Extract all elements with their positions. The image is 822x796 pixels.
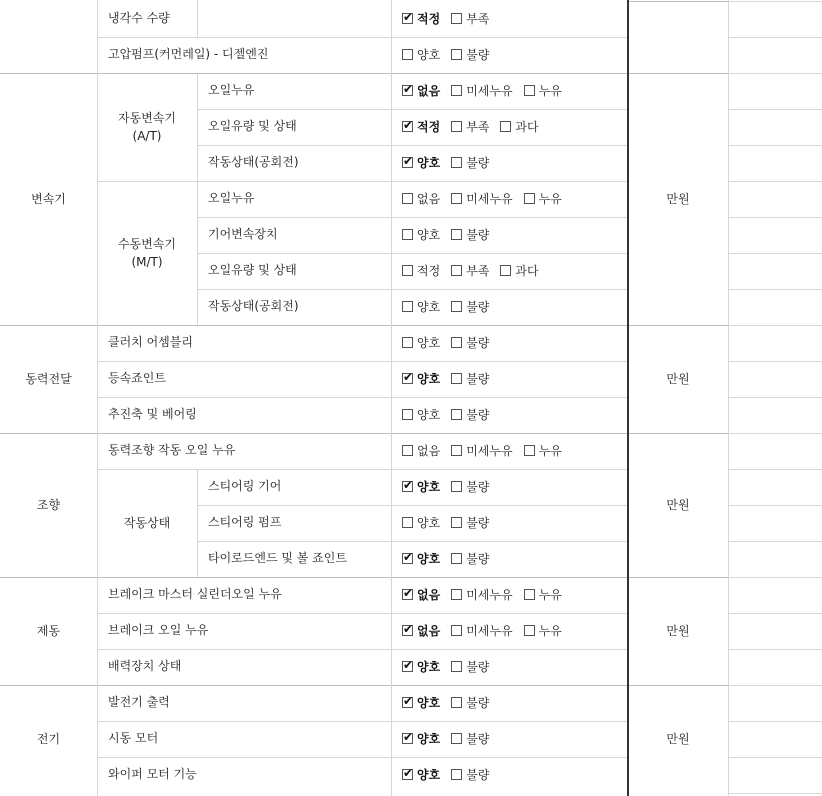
checkbox-option[interactable] [402, 478, 440, 495]
row-divider [728, 757, 822, 758]
checkbox-option[interactable] [402, 406, 440, 423]
option-group [402, 694, 500, 710]
item-label: 고압펌프(커먼레일) - 디젤엔진 [108, 47, 269, 61]
option-group [402, 730, 500, 746]
checkbox[interactable] [402, 301, 413, 312]
checkbox[interactable] [402, 49, 413, 60]
row-divider [728, 577, 822, 578]
checkbox[interactable] [451, 337, 462, 348]
checkbox-label: 미세누유 [466, 623, 513, 638]
checkbox-label: 없음 [417, 623, 441, 638]
row-divider [728, 1, 822, 2]
row-divider [728, 145, 822, 146]
checkbox-label: 불량 [466, 515, 490, 530]
row-divider [728, 253, 822, 254]
checkbox[interactable] [451, 481, 462, 492]
section-price: 만원 [666, 732, 690, 746]
row-divider [0, 577, 628, 578]
checkbox-label: 부족 [466, 11, 490, 26]
checkbox[interactable] [451, 409, 462, 420]
checkbox-label: 적정 [417, 119, 441, 134]
checkbox[interactable] [524, 85, 535, 96]
checkbox-label: 미세누유 [466, 587, 513, 602]
checkbox-checked[interactable] [402, 85, 413, 96]
item-label: 동력조향 작동 오일 누유 [108, 443, 236, 457]
item-label: 작동상태(공회전) [208, 155, 299, 169]
checkbox-label: 양호 [417, 155, 441, 170]
checkbox-label: 양호 [417, 659, 441, 674]
checkbox-checked[interactable] [402, 769, 413, 780]
option-group [402, 46, 500, 62]
checkbox-checked[interactable] [402, 697, 413, 708]
checkbox-label: 미세누유 [466, 83, 513, 98]
checkbox[interactable] [451, 517, 462, 528]
checkbox-option[interactable] [451, 334, 489, 351]
option-group [402, 226, 500, 242]
option-group [402, 478, 500, 494]
item-label: 타이로드엔드 및 볼 죠인트 [208, 551, 347, 565]
row-divider [728, 469, 822, 470]
checkbox[interactable] [451, 553, 462, 564]
row-divider [198, 505, 628, 506]
section-divider [628, 577, 728, 578]
group-divider [197, 0, 198, 37]
checkbox-label: 부족 [466, 263, 490, 278]
checkbox[interactable] [524, 589, 535, 600]
checkbox-label: 불량 [466, 47, 490, 62]
checkbox-checked[interactable] [402, 157, 413, 168]
item-label: 오일누유 [208, 191, 255, 205]
row-divider [97, 721, 628, 722]
row-divider [97, 757, 628, 758]
checkbox-option[interactable] [402, 658, 440, 675]
option-group [402, 406, 500, 422]
item-label: 냉각수 수량 [108, 11, 170, 25]
row-divider [198, 145, 628, 146]
checkbox[interactable] [451, 301, 462, 312]
checkbox-option[interactable] [402, 370, 440, 387]
row-divider [97, 469, 628, 470]
checkbox-option[interactable] [451, 766, 489, 783]
checkbox[interactable] [451, 85, 462, 96]
option-group [402, 586, 573, 602]
checkbox-option[interactable] [451, 694, 489, 711]
section-divider [628, 685, 728, 686]
row-divider [728, 109, 822, 110]
checkbox-label: 양호 [417, 515, 441, 530]
row-divider [198, 253, 628, 254]
checkbox-option[interactable] [500, 262, 538, 279]
row-divider [728, 433, 822, 434]
checkbox-label: 미세누유 [466, 191, 513, 206]
section-divider [628, 73, 728, 74]
checkbox-checked[interactable] [402, 553, 413, 564]
column-divider [728, 0, 729, 796]
group-divider [197, 73, 198, 181]
checkbox-label: 불량 [466, 551, 490, 566]
row-divider [198, 541, 628, 542]
group-label: 자동변속기 [118, 111, 176, 125]
group-label: 작동상태 [123, 516, 171, 530]
checkbox[interactable] [451, 373, 462, 384]
checkbox-option[interactable] [451, 586, 512, 603]
checkbox-option[interactable] [451, 82, 512, 99]
checkbox-option[interactable] [451, 658, 489, 675]
checkbox-option[interactable] [451, 550, 489, 567]
checkbox-label: 누유 [538, 83, 562, 98]
row-divider [728, 73, 822, 74]
checkbox-option[interactable] [451, 262, 489, 279]
checkbox-option[interactable] [402, 190, 440, 207]
option-group [402, 622, 573, 638]
row-divider [728, 685, 822, 686]
checkbox-checked[interactable] [402, 121, 413, 132]
checkbox-label: 불량 [466, 479, 490, 494]
row-divider [728, 325, 822, 326]
checkbox[interactable] [451, 661, 462, 672]
checkbox-option[interactable] [451, 730, 489, 747]
checkbox-label: 양호 [417, 227, 441, 242]
option-group [402, 154, 500, 170]
checkbox-label: 누유 [538, 191, 562, 206]
row-divider [97, 361, 628, 362]
checkbox-option[interactable] [402, 442, 440, 459]
checkbox[interactable] [402, 193, 413, 204]
section-price: 만원 [666, 372, 690, 386]
item-label: 오일유량 및 상태 [208, 119, 297, 133]
option-group [402, 766, 500, 782]
section-divider [628, 1, 728, 2]
checkbox[interactable] [402, 517, 413, 528]
checkbox-option[interactable] [524, 190, 562, 207]
item-label: 등속죠인트 [108, 371, 166, 385]
item-label: 클러치 어셈블리 [108, 335, 193, 349]
checkbox[interactable] [451, 733, 462, 744]
checkbox-label: 불량 [466, 227, 490, 242]
item-label: 브레이크 마스터 실린더오일 누유 [108, 587, 282, 601]
checkbox-option[interactable] [402, 694, 440, 711]
checkbox-label: 적정 [417, 263, 441, 278]
checkbox[interactable] [451, 589, 462, 600]
row-divider [728, 37, 822, 38]
checkbox[interactable] [451, 49, 462, 60]
checkbox-option[interactable] [451, 622, 512, 639]
checkbox-checked[interactable] [402, 733, 413, 744]
checkbox-label: 없음 [417, 191, 441, 206]
checkbox[interactable] [451, 157, 462, 168]
group-divider [197, 469, 198, 577]
row-divider [728, 361, 822, 362]
row-divider [198, 109, 628, 110]
row-divider [97, 649, 628, 650]
item-label: 배력장치 상태 [108, 659, 182, 673]
section-divider [628, 325, 728, 326]
checkbox-label: 양호 [417, 695, 441, 710]
checkbox-option[interactable] [402, 586, 440, 603]
checkbox-option[interactable] [524, 82, 562, 99]
checkbox-checked[interactable] [402, 13, 413, 24]
checkbox[interactable] [402, 445, 413, 456]
option-group [402, 190, 573, 206]
checkbox-option[interactable] [402, 46, 440, 63]
checkbox-label: 불량 [466, 299, 490, 314]
row-divider [97, 181, 628, 182]
row-divider [728, 649, 822, 650]
checkbox-option[interactable] [402, 622, 440, 639]
checkbox-label: 과다 [515, 119, 539, 134]
checkbox-label: 없음 [417, 83, 441, 98]
checkbox-label: 없음 [417, 443, 441, 458]
checkbox-label: 불량 [466, 407, 490, 422]
option-group [402, 550, 500, 566]
row-divider [728, 397, 822, 398]
section-label: 동력전달 [25, 372, 72, 386]
checkbox-label: 양호 [417, 731, 441, 746]
checkbox[interactable] [402, 337, 413, 348]
checkbox-option[interactable] [524, 622, 562, 639]
checkbox-label: 불량 [466, 659, 490, 674]
checkbox-checked[interactable] [402, 661, 413, 672]
section-label: 제동 [36, 624, 61, 638]
row-divider [97, 613, 628, 614]
row-divider [728, 181, 822, 182]
checkbox-label: 불량 [466, 731, 490, 746]
checkbox-option[interactable] [402, 226, 440, 243]
group-label: 수동변속기 [118, 237, 176, 251]
checkbox[interactable] [524, 445, 535, 456]
group-divider [197, 181, 198, 325]
checkbox-option[interactable] [402, 730, 440, 747]
checkbox-option[interactable] [451, 226, 489, 243]
checkbox-option[interactable] [402, 334, 440, 351]
checkbox[interactable] [524, 193, 535, 204]
group-label: (M/T) [131, 255, 163, 269]
checkbox-label: 불량 [466, 371, 490, 386]
section-label: 전기 [36, 732, 61, 746]
option-group [402, 118, 550, 134]
checkbox-option[interactable] [451, 514, 489, 531]
checkbox-label: 불량 [466, 155, 490, 170]
checkbox[interactable] [451, 265, 462, 276]
checkbox[interactable] [524, 625, 535, 636]
checkbox-option[interactable] [451, 118, 489, 135]
checkbox-option[interactable] [500, 118, 538, 135]
row-divider [728, 721, 822, 722]
checkbox-option[interactable] [402, 514, 440, 531]
checkbox[interactable] [402, 229, 413, 240]
row-divider [0, 325, 628, 326]
section-price: 만원 [666, 624, 690, 638]
section-divider [628, 433, 728, 434]
checkbox-label: 누유 [538, 587, 562, 602]
checkbox[interactable] [451, 625, 462, 636]
checkbox-option[interactable] [402, 298, 440, 315]
item-label: 발전기 출력 [108, 695, 170, 709]
option-group [402, 514, 500, 530]
checkbox-label: 누유 [538, 623, 562, 638]
item-label: 작동상태(공회전) [208, 299, 299, 313]
checkbox-option[interactable] [402, 118, 440, 135]
checkbox-label: 없음 [417, 587, 441, 602]
checkbox-option[interactable] [524, 586, 562, 603]
row-divider [198, 289, 628, 290]
checkbox-label: 양호 [417, 335, 441, 350]
section-label: 조향 [36, 498, 61, 512]
checkbox-label: 불량 [466, 695, 490, 710]
checkbox-option[interactable] [402, 550, 440, 567]
checkbox-option[interactable] [451, 406, 489, 423]
item-label: 시동 모터 [108, 731, 159, 745]
option-group [402, 334, 500, 350]
checkbox-option[interactable] [451, 442, 512, 459]
row-divider [728, 613, 822, 614]
checkbox[interactable] [451, 193, 462, 204]
option-group [402, 658, 500, 674]
item-label: 오일누유 [208, 83, 255, 97]
row-divider [728, 793, 822, 794]
checkbox[interactable] [451, 769, 462, 780]
checkbox-option[interactable] [451, 298, 489, 315]
item-label: 기어변속장치 [208, 227, 278, 241]
row-divider [0, 685, 628, 686]
checkbox-option[interactable] [451, 46, 489, 63]
checkbox-option[interactable] [451, 478, 489, 495]
checkbox[interactable] [402, 265, 413, 276]
option-group [402, 442, 573, 458]
option-group [402, 370, 500, 386]
checkbox-option[interactable] [402, 10, 440, 27]
checkbox[interactable] [451, 697, 462, 708]
checkbox-option[interactable] [402, 154, 440, 171]
item-label: 스티어링 펌프 [208, 515, 282, 529]
checkbox-label: 미세누유 [466, 443, 513, 458]
checkbox-label: 양호 [417, 407, 441, 422]
checkbox-option[interactable] [402, 766, 440, 783]
checkbox[interactable] [451, 13, 462, 24]
checkbox-option[interactable] [524, 442, 562, 459]
item-label: 스티어링 기어 [208, 479, 282, 493]
section-label: 변속기 [31, 192, 66, 206]
checkbox[interactable] [451, 445, 462, 456]
checkbox-checked[interactable] [402, 589, 413, 600]
checkbox-label: 적정 [417, 11, 441, 26]
checkbox-checked[interactable] [402, 373, 413, 384]
option-group [402, 298, 500, 314]
item-label: 브레이크 오일 누유 [108, 623, 209, 637]
checkbox-checked[interactable] [402, 625, 413, 636]
row-divider [97, 37, 628, 38]
row-divider [97, 397, 628, 398]
row-divider [728, 217, 822, 218]
row-divider [0, 433, 628, 434]
checkbox-option[interactable] [451, 154, 489, 171]
checkbox[interactable] [451, 121, 462, 132]
checkbox-label: 양호 [417, 767, 441, 782]
checkbox[interactable] [451, 229, 462, 240]
checkbox-checked[interactable] [402, 481, 413, 492]
checkbox[interactable] [500, 265, 511, 276]
group-label: (A/T) [132, 129, 162, 143]
option-group [402, 82, 573, 98]
checkbox-label: 양호 [417, 47, 441, 62]
column-divider [627, 0, 629, 796]
section-price: 만원 [666, 192, 690, 206]
checkbox-label: 양호 [417, 299, 441, 314]
option-group [402, 10, 500, 26]
checkbox-label: 양호 [417, 551, 441, 566]
row-divider [728, 289, 822, 290]
item-label: 오일유량 및 상태 [208, 263, 297, 277]
checkbox-label: 양호 [417, 479, 441, 494]
option-group [402, 262, 550, 278]
item-label: 와이퍼 모터 기능 [108, 767, 197, 781]
checkbox-option[interactable] [451, 190, 512, 207]
item-label: 추진축 및 베어링 [108, 407, 197, 421]
checkbox[interactable] [500, 121, 511, 132]
checkbox-option[interactable] [402, 262, 440, 279]
checkbox[interactable] [402, 409, 413, 420]
checkbox-label: 누유 [538, 443, 562, 458]
row-divider [728, 541, 822, 542]
checkbox-label: 불량 [466, 767, 490, 782]
checkbox-label: 양호 [417, 371, 441, 386]
checkbox-label: 과다 [515, 263, 539, 278]
section-price: 만원 [666, 498, 690, 512]
row-divider [198, 217, 628, 218]
column-divider [391, 0, 392, 796]
row-divider [0, 73, 628, 74]
row-divider [728, 505, 822, 506]
checkbox-label: 부족 [466, 119, 490, 134]
checkbox-option[interactable] [451, 10, 489, 27]
checkbox-option[interactable] [402, 82, 440, 99]
checkbox-label: 불량 [466, 335, 490, 350]
checkbox-option[interactable] [451, 370, 489, 387]
